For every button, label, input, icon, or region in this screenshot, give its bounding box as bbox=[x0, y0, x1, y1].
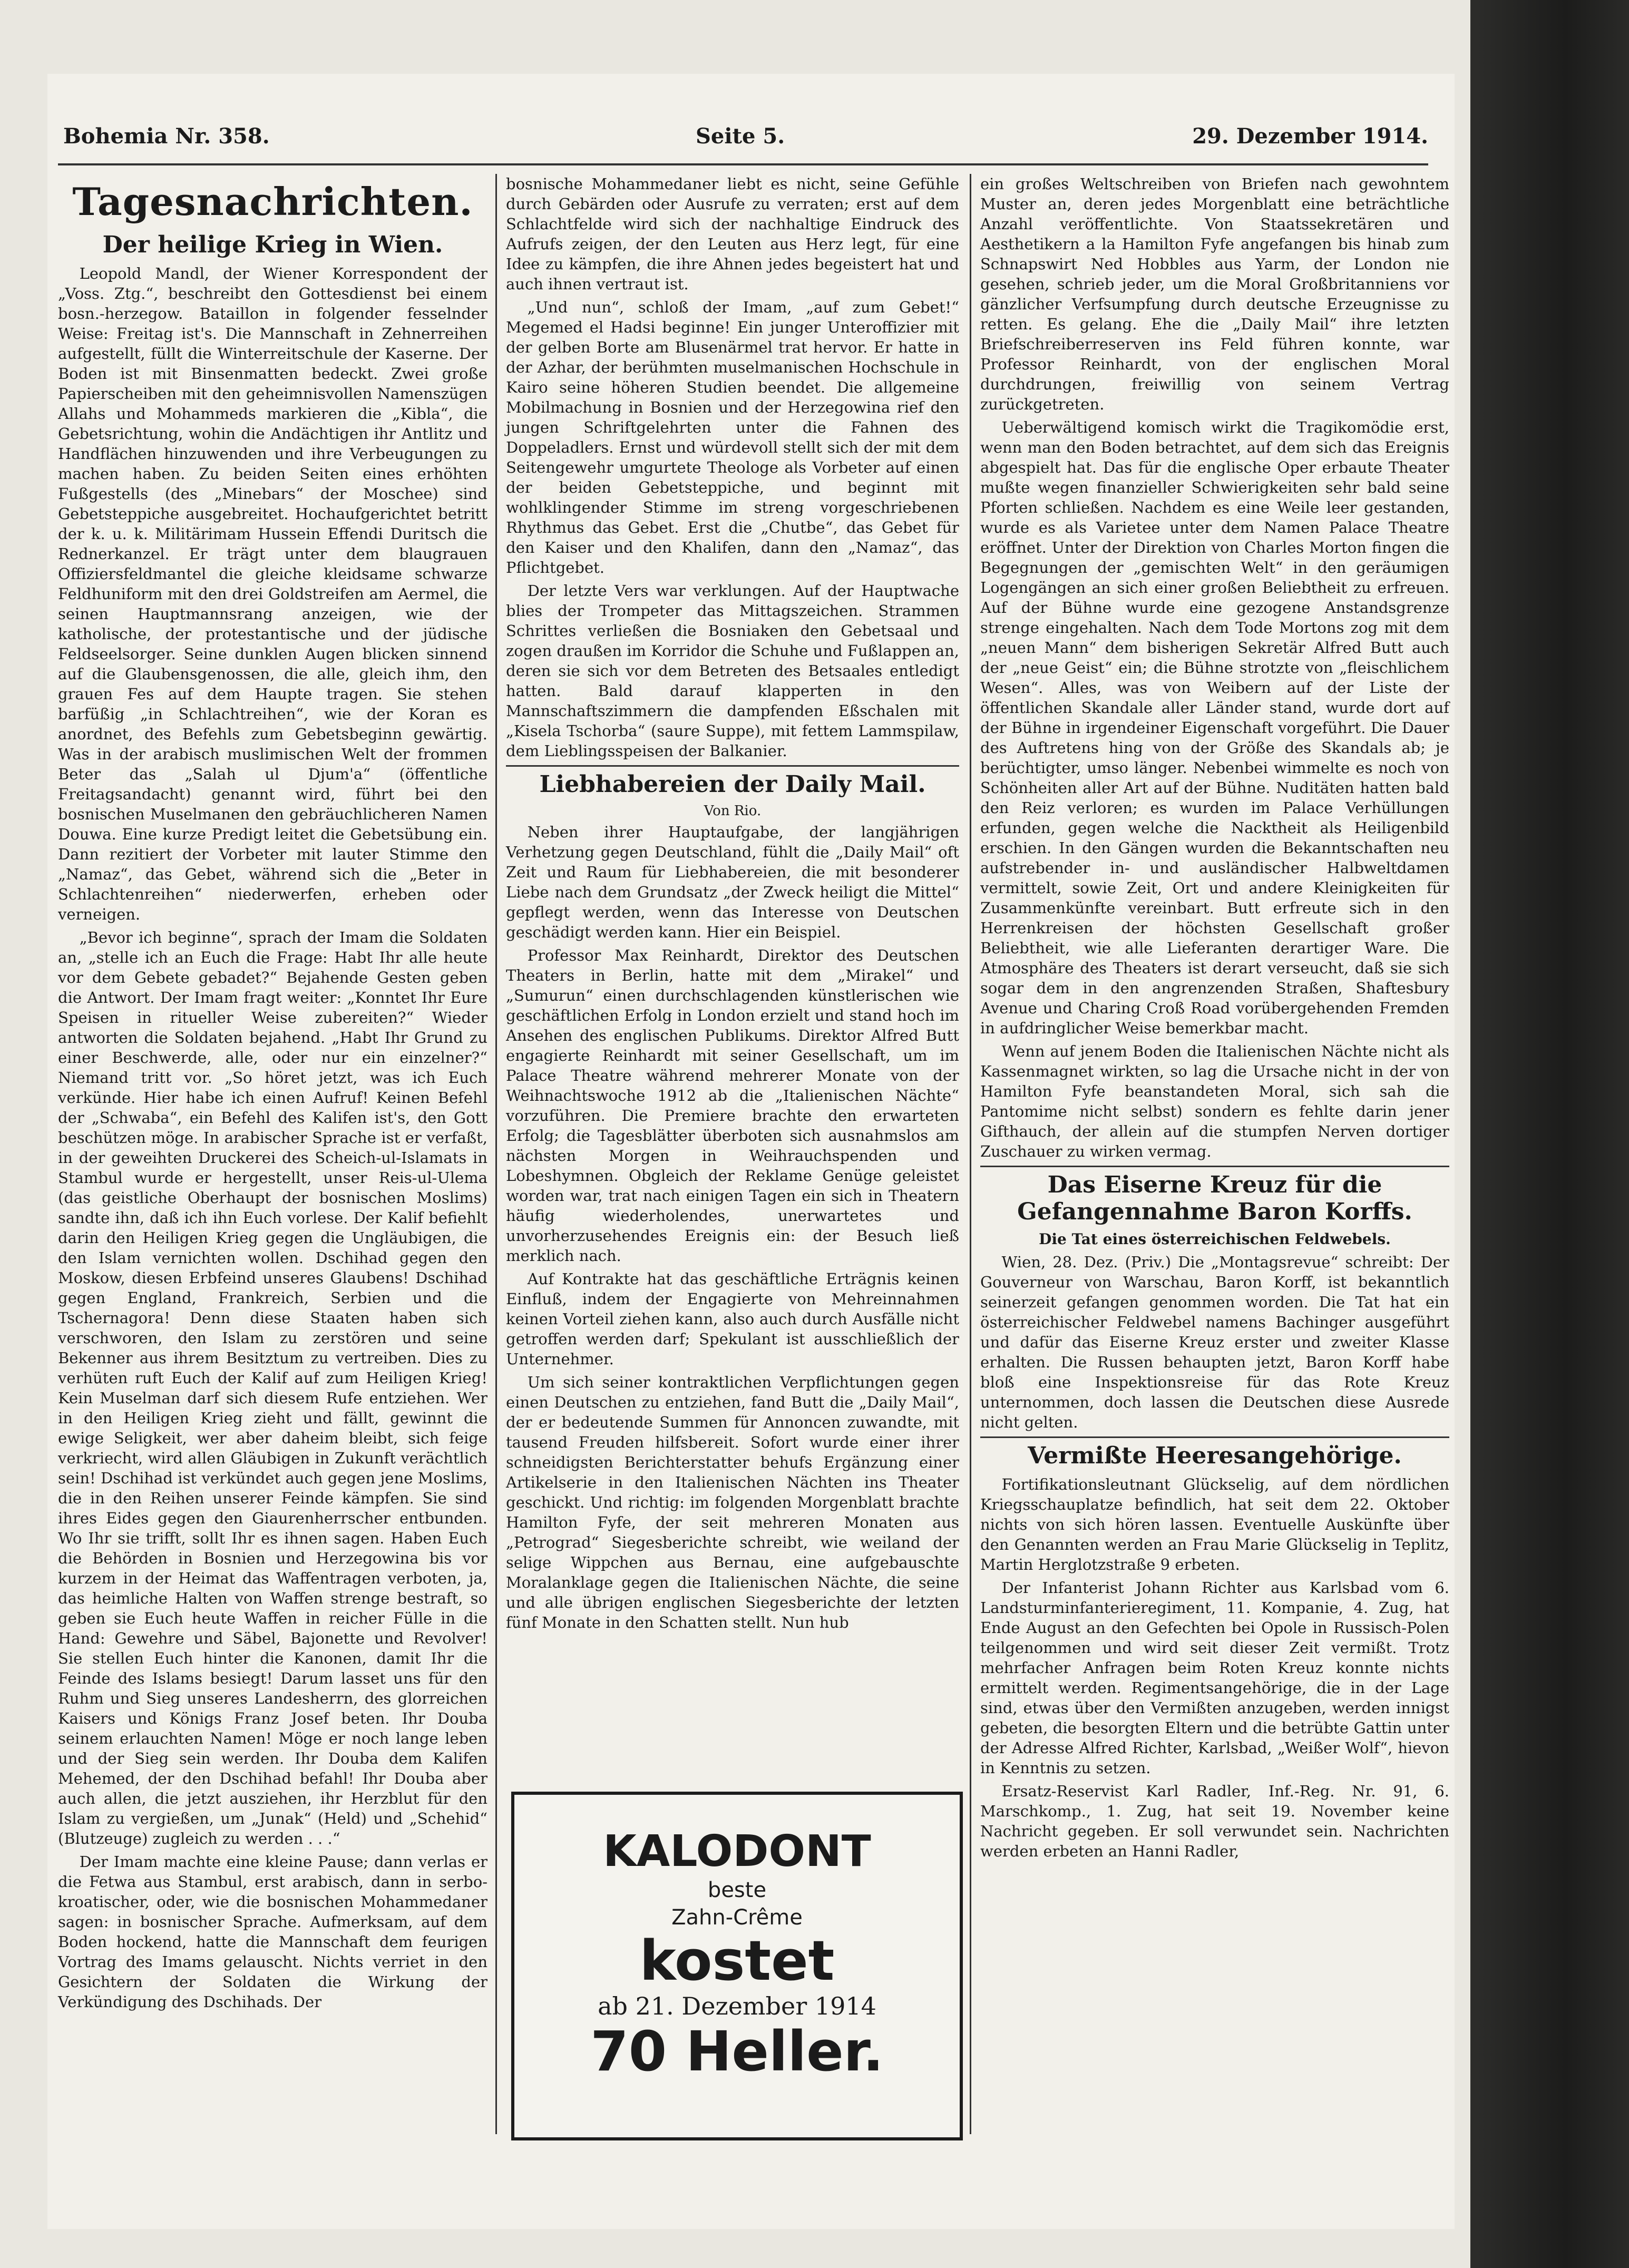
article-paragraph: Der Infanterist Johann Richter aus Karlsbad vom 6. Landsturminfanterieregiment, 11. Kompanie, 4. Zug, hat Ende August an den Gefechten bei Opole in Russisch-Polen teilgenommen und wird seit dieser Zeit vermißt. Trotz mehrfacher Anfragen beim Roten Kreuz konnte nichts ermittelt werden. Regimentsangehörige, die in der Lage sind, etwas über den Vermißten anzugeben, werden innigst gebeten, die besorgten Eltern und die betrübte Gattin unter der Adresse Alfred Richter, Karlsbad, „Weißer Wolf“, hievon in Kenntnis zu setzen. bbox=[980, 1579, 1449, 1777]
ad-line-beste: beste bbox=[707, 1878, 767, 1902]
ad-brand: KALODONT bbox=[603, 1826, 871, 1876]
article-paragraph: Leopold Mandl, der Wiener Korrespondent der „Voss. Ztg.“, beschreibt den Gottesdienst bei einem bosn.-herzegow. Bataillon in folgender fesselnder Weise: Freitag ist's. Die Mannschaft in Zehnerreihen aufgestellt, füllt die Winterreitschule der Kaserne. Der Boden ist mit Binsenmatten bedeckt. Zwei große Papierscheiben mit den geheimnisvollen Namenszügen Allahs und Mohammeds markieren die „Kibla“, die Gebetsrichtung, wohin die Andächtigen ihr Antlitz und Handflächen hinzuwenden und ihre Verbeugungen zu machen haben. Zu beiden Seiten eines erhöhten Fußgestells (des „Minebars“ der Moschee) sind Gebetsteppiche ausgebreitet. Hochaufgerichtet betritt der k. u. k. Militärimam Hussein Effendi Duritsch die Rednerkanzel. Er trägt unter dem blaugrauen Offiziersfeldmantel die gleiche kleidsame schwarze Feldhuniform mit den drei Goldstreifen am Aermel, die seinen Hauptmannsrang anzeigen, wie der katholische, der protestantische und der jüdische Feldseelsorger. Seine dunklen Augen blicken sinnend auf die Glaubensgenossen, die alle, gleich ihm, den grauen Fes auf dem Haupte tragen. Sie stehen barfüßig „in Schlachtreihen“, wie der Koran es anordnet, des Befehls zum Gebetsbeginn gewärtig. Was in der arabisch muslimischen Welt der frommen Beter das „Salah ul Djum'a“ (öffentliche Freitagsandacht) genannt wird, führt bei den bosnischen Muselmanen den gebräuchlicheren Namen Douwa. Eine kurze Predigt leitet die Gebetsübung ein. Dann rezitiert der Vorbeter mit lauter Stimme den „Namaz“, das Gebet, während sich die „Beter in Schlachtenreihen“ niederwerfen, erheben oder verneigen. bbox=[58, 265, 487, 923]
article-paragraph: „Und nun“, schloß der Imam, „auf zum Gebet!“ Megemed el Hadsi beginne! Ein junger Unteroffizier mit der gelben Borte am Blusenärmel trat hervor. Er hatte in der Azhar, der berühmten muselmanischen Hochschule in Kairo seine höheren Studien beendet. Die allgemeine Mobilmachung in Bosnien und der Herzegowina rief den jungen Schriftgelehrten unter die Fahnen des Doppeladlers. Ernst und würdevoll stellt sich der mit dem Seitengewehr umgurtete Theologe als Vorbeter auf einen der beiden Gebetsteppiche, und beginnt mit wohlklingender Stimme im streng vorgeschriebenen Rhythmus das Gebet. Erst die „Chutbe“, das Gebet für den Kaiser und den Khalifen, dann den „Namaz“, das Pflichtgebet. bbox=[506, 298, 959, 576]
article-paragraph: ein großes Weltschreiben von Briefen nach gewohntem Muster an, deren jedes Morgenblatt eine beträchtliche Anzahl veröffentlichte. Von Staatssekretären und Aesthetikern a la Hamilton Fyfe angefangen bis hinab zum Schnapswirt Ned Hobbles aus Yarm, der London nie gesehen, schrieb jeder, um die Moral Großbritanniens vor gänzlicher Verfsumpfung durch deutsche Erzeugnisse zu retten. Es gelang. Ehe die „Daily Mail“ ihre letzten Briefschreiberreserven ins Feld führen konnte, war Professor Reinhardt, von der englischen Moral durchdrungen, freiwillig von seinem Vertrag zurückgetreten. bbox=[980, 175, 1449, 413]
scan-dark-edge bbox=[1470, 0, 1629, 2268]
column-divider-2 bbox=[970, 174, 971, 2134]
article-paragraph: Um sich seiner kontraktlichen Verpflichtungen gegen einen Deutschen zu entziehen, fand Butt die „Daily Mail“, der er bedeutende Summen für Annoncen zuwandte, mit tausend Freuden hilfsbereit. Sofort wurde einer ihrer schneidigsten Berichterstatter behufs Ergänzung einer Artikelserie in den Italienischen Nächten ins Theater geschickt. Und richtig: im folgenden Morgenblatt brachte Hamilton Fyfe, der seit mehreren Monaten aus „Petrograd“ Siegesberichte schreibt, wie weiland der selige Wippchen aus Bernau, eine aufgebauschte Moralanklage gegen die Italienischen Nächte, die seine und alle übrigen englischen Siegesberichte der letzten fünf Monate in den Schatten stellt. Nun hub bbox=[506, 1373, 959, 1631]
column-divider-1 bbox=[495, 174, 497, 2134]
column-2 bbox=[506, 174, 959, 1636]
header-rule bbox=[58, 163, 1428, 165]
article-paragraph: Ersatz-Reservist Karl Radler, Inf.-Reg. Nr. 91, 6. Marschkomp., 1. Zug, hat seit 19. November keine Nachricht gegeben. Er soll verwundet sein. Nachrichten werden erbeten an Hanni Radler, bbox=[980, 1782, 1449, 1860]
article-separator bbox=[980, 1166, 1449, 1167]
article-paragraph: Neben ihrer Hauptaufgabe, der langjährigen Verhetzung gegen Deutschland, fühlt die „Daily Mail“ oft Zeit und Raum für Liebhabereien, die mit besonderer Liebe nach dem Grundsatz „der Zweck heiligt die Mittel“ gepflegt werden, wenn das Interesse von Deutschen geschädigt werden kann. Hier ein Beispiel. bbox=[506, 823, 959, 941]
article-byline: Von Rio. bbox=[704, 803, 762, 819]
article-paragraph: bosnische Mohammedaner liebt es nicht, seine Gefühle durch Gebärden oder Ausrufe zu verraten; erst auf dem Schlachtfelde wird sich der nachhaltige Eindruck des Aufrufs zeigen, der den Leuten aus Herz legt, für eine Idee zu kämpfen, die ihre Ahnen jedes begeistert hat und auch ihnen vertraut ist. bbox=[506, 175, 959, 293]
ad-line-date: ab 21. Dezember 1914 bbox=[598, 1992, 876, 2020]
article-title-iron-cross: Das Eiserne Kreuz für die Gefangennahme Baron Korffs. bbox=[1017, 1171, 1412, 1225]
article-separator bbox=[506, 765, 959, 767]
article-title-daily-mail: Liebhabereien der Daily Mail. bbox=[539, 771, 926, 798]
article-paragraph: „Bevor ich beginne“, sprach der Imam die Soldaten an, „stelle ich an Euch die Frage: Habt Ihr alle heute vor dem Gebete gebadet?“ Bejahende Gesten geben die Antwort. Der Imam fragt weiter: „Konntet Ihr Eure Speisen in ritueller Weise zubereiten?“ Wieder antworten die Soldaten bejahend. „Habt Ihr Grund zu einer Beschwerde, alle, oder nur ein einzelner?“ Niemand tritt vor. „So höret jetzt, was ich Euch verkünde. Hier habe ich einen Aufruf! Keinen Befehl der „Schwaba“, ein Befehl des Kalifen ist's, den Gott beschützen möge. In arabischer Sprache ist er verfaßt, in der geweihten Druckerei des Scheich-ul-Islamats in Stambul wurde er hergestellt, unser Reis-ul-Ulema (das geistliche Oberhaupt der bosnischen Moslims) sandte ihn, daß ich ihn Euch vorlese. Der Kalif befiehlt darin den Heiligen Krieg gegen die Ungläubigen, die den Islam vernichten wollen. Dschihad gegen den Moskow, diesen Erbfeind unseres Glaubens! Dschihad gegen England, Frankreich, Serbien und die Tschernagora! Denn diese Staaten haben sich verschworen, den Islam zu zerstören und seine Bekenner aus ihrem Besitztum zu vertreiben. Dies zu verhüten ruft Euch der Kalif auf zum Heiligen Krieg! Kein Muselman darf sich diesem Rufe entziehen. Wer in den Heiligen Krieg zieht und fällt, gewinnt die ewige Seligkeit, wer aber daheim bleibt, sich feige verkriecht, wird allen Gläubigen in Zukunft verächtlich sein! Dschihad ist verkündet auch gegen jene Moslims, die in den Reihen unserer Feinde kämpfen. Sie sind ihres Eides gegen den Giaurenherrscher entbunden. Wo Ihr sie trifft, sollt Ihr es ihnen sagen. Haben Euch die Behörden in Bosnien und Herzegowina bis vor kurzem in der Heimat das Waffentragen verboten, ja, das heimliche Halten von Waffen strenge bestraft, so geben sie Euch heute Waffen in reicher Fülle in die Hand: Gewehre und Säbel, Bajonette und Revolver! Sie stellen Euch hinter die Kanonen, damit Ihr die Feinde des Islams besiegt! Darum lasset uns für den Ruhm und Sieg unseres Landesherrn, des glorreichen Kaisers und Königs Franz Josef beten. Ihr Douba seinem erlauchten Namen! Möge er noch lange leben und der Sieg sein werden. Ihr Douba dem Kalifen Mehemed, der den Dschihad befahl! Ihr Douba aber auch allen, die jetzt ausziehen, ihr Herzblut für den Islam zu vergießen, um „Junak“ (Held) und „Schehid“ (Blutzeuge) zugleich zu werden . . .“ bbox=[58, 928, 487, 1847]
article-paragraph: Ueberwältigend komisch wirkt die Tragikomödie erst, wenn man den Boden betrachtet, auf dem sich das Ereignis abgespielt hat. Das für die englische Oper erbaute Theater mußte wegen finanzieller Schwierigkeiten sehr bald seine Pforten schließen. Nachdem es eine Weile leer gestanden, wurde es als Varietee unter dem Namen Palace Theatre eröffnet. Unter der Direktion von Charles Morton fingen die Begegnungen der „gemischten Welt“ in den geräumigen Logengängen an sich einer großen Beliebtheit zu erfreuen. Auf der Bühne wurde eine gezogene Anstandsgrenze strenge eingehalten. Nach dem Tode Mortons zog mit dem „neuen Mann“ dem bisherigen Sekretär Alfred Butt auch der „neue Geist“ ein; die Bühne strotzte von „fleischlichem Wesen“. Alles, was von Weibern auf der Liste der öffentlichen Skandale aller Länder stand, wurde dort auf der Bühne in irgendeiner Eigenschaft vorgeführt. Die Dauer des Auftretens hing von der Größe des Skandals ab; je berüchtigter, umso länger. Nebenbei wimmelte es noch von Schönheiten aller Art auf der Bühne. Nuditäten hatten bald den Reiz verloren; es wurden im Palace Verhüllungen erfunden, gegen welche die Nacktheit als Heiligenbild erschien. In den Gängen wurden die Bekanntschaften neu aufstrebender in- und ausländischer Halbweltdamen vermittelt, sowie Zeit, Ort und andere Kleinigkeiten für Zusammenkünfte vereinbart. Butt erfreute sich in den Herrenkreisen der höchsten Gesellschaft großer Beliebtheit, wie alle Lieferanten derartiger Ware. Die Atmosphäre des Theaters ist derart verseucht, daß sie sich sogar dem in den angrenzenden Straßen, Shaftesbury Avenue und Charing Croß Road vorübergehenden Fremden in aufdringlicher Weise bemerkbar macht. bbox=[980, 418, 1449, 1037]
header-paper-number: Bohemia Nr. 358. bbox=[63, 124, 270, 149]
article-paragraph: Wenn auf jenem Boden die Italienischen Nächte nicht als Kassenmagnet wirkten, so lag die Ursache nicht in der von Hamilton Fyfe beanstandeten Moral, sich sah die Pantomime nicht selbst) sondern es fehlte darin jener Gifthauch, der allein auf die stumpfen Nerven dortiger Zuschauer zu wirken vermag. bbox=[980, 1042, 1449, 1160]
column-1 bbox=[58, 174, 487, 2015]
header-page-number: Seite 5. bbox=[696, 124, 785, 149]
page-header bbox=[63, 124, 1428, 155]
kalodont-advertisement bbox=[511, 1792, 963, 2140]
article-paragraph: Wien, 28. Dez. (Priv.) Die „Montagsrevue“ schreibt: Der Gouverneur von Warschau, Baron Korff, ist bekanntlich seinerzeit gefangen genommen worden. Die Tat hat ein österreichischer Feldwebel namens Bachinger ausgeführt und dafür das Eiserne Kreuz erster und zweiter Klasse erhalten. Die Russen behaupten jetzt, Baron Korff habe bloß eine Inspektionsreise für das Rote Kreuz unternommen, doch lassen die Deutschen diese Ausrede nicht gelten. bbox=[980, 1253, 1449, 1431]
section-masthead: Tagesnachrichten. bbox=[72, 179, 473, 224]
ad-line-product: Zahn-Crême bbox=[671, 1905, 803, 1930]
article-paragraph: Professor Max Reinhardt, Direktor des Deutschen Theaters in Berlin, hatte mit dem „Mirakel“ und „Sumurun“ einen durchschlagenden künstlerischen wie geschäftlichen Erfolg in London erzielt und stand hoch im Ansehen des englischen Publikums. Direktor Alfred Butt engagierte Reinhardt mit seiner Gesellschaft, um im Palace Theatre während mehrerer Monate von der Weihnachtswoche 1912 ab die „Italienischen Nächte“ vorzuführen. Die Premiere brachte den erwarteten Erfolg; die Tagesblätter überboten sich ausnahmslos am nächsten Morgen in Weihrauchspenden und Lobeshymnen. Obgleich der Reklame Genüge geleistet worden war, trat nach einigen Tagen ein sich in Theatern häufig wiederholendes, unerwartetes und unvorherzusehendes Ereignis ein: der Besuch ließ merklich nach. bbox=[506, 946, 959, 1265]
article-paragraph: Der Imam machte eine kleine Pause; dann verlas er die Fetwa aus Stambul, erst arabisch, dann in serbo-kroatischer, oder, wie die bosnischen Mohammedaner sagen: in bosnischer Sprache. Aufmerksam, auf dem Boden hockend, hatte die Mannschaft dem feurigen Vortrag des Imams gelauscht. Nichts verriet in den Gesichtern der Soldaten die Wirkung der Verkündigung des Dschihads. Der bbox=[58, 1853, 487, 2011]
article-separator bbox=[980, 1436, 1449, 1438]
article-title-holy-war: Der heilige Krieg in Wien. bbox=[102, 231, 443, 258]
article-paragraph: Fortifikationsleutnant Glückselig, auf dem nördlichen Kriegsschauplatze befindlich, hat seit dem 22. Oktober nichts von sich hören lassen. Eventuelle Auskünfte über den Genannten werden an Frau Marie Glückselig in Teplitz, Martin Herglotzstraße 9 erbeten. bbox=[980, 1475, 1449, 1573]
article-paragraph: Der letzte Vers war verklungen. Auf der Hauptwache blies der Trompeter das Mittagszeichen. Strammen Schrittes verließen die Bosniaken den Gebetsaal und zogen draußen im Korridor die Schuhe und Fußlappen an, deren sie sich vor dem Betreten des Betsaales entledigt hatten. Bald darauf klapperten in den Mannschaftszimmern die dampfenden Eßschalen mit „Kisela Tschorba“ (saure Suppe), mit fettem Lammspilaw, dem Lieblingsspeisen der Balkanier. bbox=[506, 582, 959, 760]
ad-line-price: 70 Heller. bbox=[590, 2019, 884, 2084]
column-3 bbox=[980, 174, 1449, 1864]
article-subtitle: Die Tat eines österreichischen Feldwebels. bbox=[1039, 1230, 1391, 1248]
ad-line-kostet: kostet bbox=[639, 1929, 835, 1993]
article-title-missing-soldiers: Vermißte Heeresangehörige. bbox=[1028, 1442, 1402, 1469]
article-paragraph: Auf Kontrakte hat das geschäftliche Erträgnis keinen Einfluß, indem der Engagierte von Mehreinnahmen keinen Vorteil ziehen kann, also auch durch Ausfälle nicht getroffen werden darf; Spekulant ist ausschließlich der Unternehmer. bbox=[506, 1270, 959, 1368]
header-date: 29. Dezember 1914. bbox=[1192, 124, 1428, 149]
